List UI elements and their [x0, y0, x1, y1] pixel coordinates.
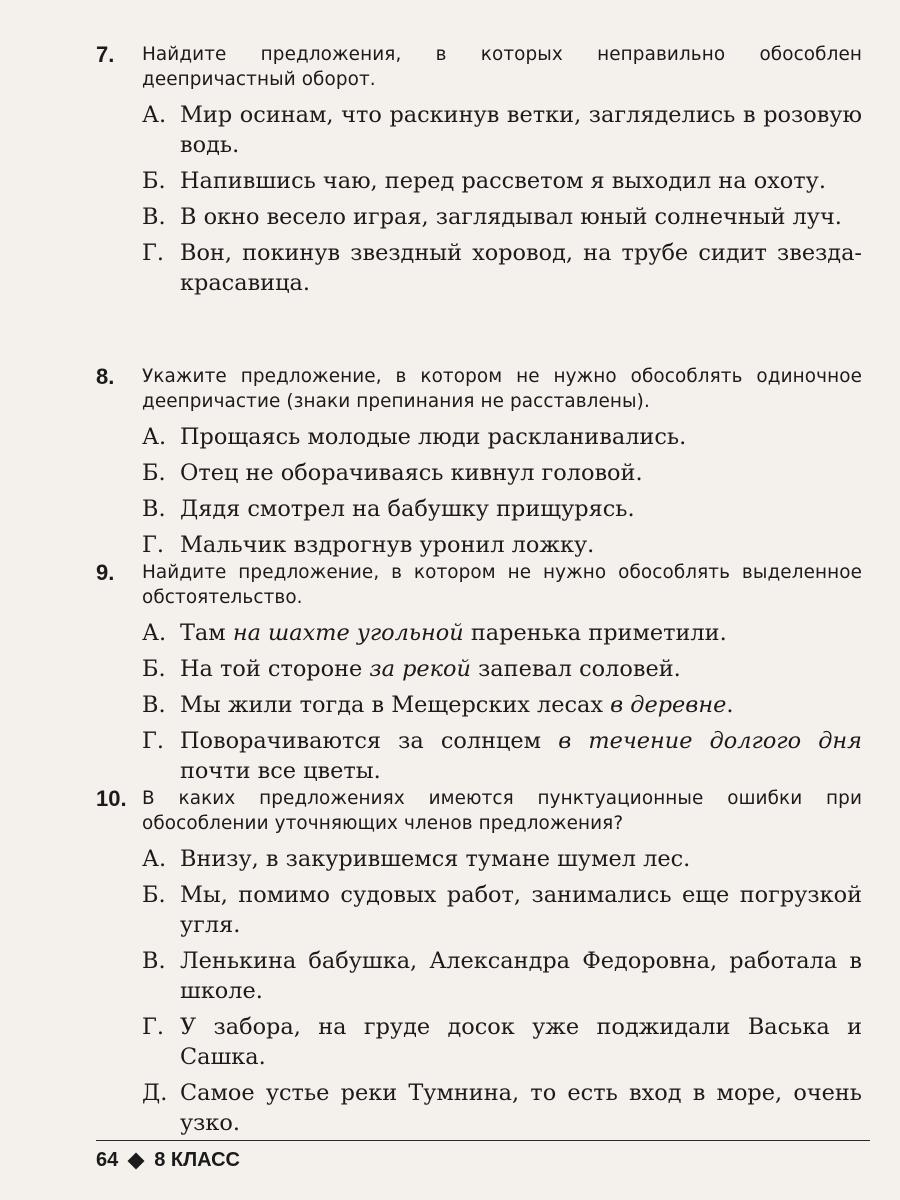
option-text: На той стороне	[180, 656, 370, 682]
question-number: 8.	[96, 364, 115, 389]
answer-option	[142, 166, 862, 196]
answer-options	[142, 844, 862, 1138]
answer-option	[142, 690, 862, 720]
question-9	[96, 560, 862, 792]
answer-option	[142, 726, 862, 786]
option-letter: В.	[142, 204, 166, 230]
option-letter: А.	[142, 102, 167, 128]
highlighted-phrase: в деревне	[610, 692, 727, 718]
option-text: Внизу, в закурившемся тумане шумел лес.	[180, 846, 691, 872]
answer-option	[142, 1078, 862, 1138]
answer-options	[142, 422, 862, 560]
answer-options	[142, 618, 862, 786]
answer-option	[142, 654, 862, 684]
option-letter: В.	[142, 948, 166, 974]
question-text: В каких предложениях имеются пунктуационные ошибки при обособлении уточняющих членов предложения?	[142, 788, 862, 834]
option-text: Поворачиваются за солнцем	[180, 728, 559, 754]
diamond-icon	[128, 1152, 145, 1169]
option-text: У забора, на груде досок уже поджидали Васька и Сашка.	[180, 1014, 862, 1070]
answer-option	[142, 1012, 862, 1072]
answer-option	[142, 238, 862, 298]
option-letter: А.	[142, 620, 167, 646]
page-number: 64	[96, 1149, 119, 1171]
option-text: Дядя смотрел на бабушку прищурясь.	[180, 496, 635, 522]
option-text: Ленькина бабушка, Александра Федоровна, работала в школе.	[180, 948, 862, 1004]
answer-option	[142, 422, 862, 452]
option-letter: Д.	[142, 1080, 168, 1106]
option-letter: В.	[142, 692, 166, 718]
option-letter: Б.	[142, 168, 166, 194]
option-text: Мы жили тогда в Мещерских лесах	[180, 692, 611, 718]
answer-option	[142, 880, 862, 940]
option-text: запевал соловей.	[470, 656, 681, 682]
answer-option	[142, 202, 862, 232]
question-8	[96, 364, 862, 566]
highlighted-phrase: за рекой	[369, 656, 471, 682]
option-letter: В.	[142, 496, 166, 522]
option-text: Прощаясь молодые люди раскланивались.	[180, 424, 687, 450]
option-letter: Г.	[142, 728, 164, 754]
highlighted-phrase: в течение долгого дня	[558, 728, 862, 754]
option-text: почти все цветы.	[180, 758, 381, 784]
answer-options	[142, 100, 862, 298]
question-number: 9.	[96, 560, 115, 585]
answer-option	[142, 100, 862, 160]
option-text: Там	[180, 620, 233, 646]
question-10	[96, 786, 862, 1144]
question-text: Укажите предложение, в котором не нужно обособлять одиночное деепричастие (знаки препинания не расставлены).	[142, 366, 862, 412]
option-text: В окно весело играя, заглядывал юный солнечный луч.	[180, 204, 842, 230]
option-text: Отец не оборачиваясь кивнул головой.	[180, 460, 643, 486]
answer-option	[142, 618, 862, 648]
answer-option	[142, 494, 862, 524]
option-letter: А.	[142, 424, 167, 450]
option-text: Вон, покинув звездный хоровод, на трубе сидит звезда-красавица.	[180, 240, 862, 296]
option-text: Мальчик вздрогнув уронил ложку.	[180, 532, 595, 558]
answer-option	[142, 946, 862, 1006]
option-letter: Б.	[142, 656, 166, 682]
question-7	[96, 42, 862, 304]
answer-option	[142, 458, 862, 488]
option-text: .	[726, 692, 734, 718]
option-letter: Г.	[142, 240, 164, 266]
option-text: Самое устье реки Тумнина, то есть вход в море, очень узко.	[180, 1080, 862, 1136]
option-letter: Б.	[142, 460, 166, 486]
option-letter: Б.	[142, 882, 166, 908]
option-text: Мир осинам, что раскинув ветки, загляделись в розовую водь.	[180, 102, 862, 158]
question-number: 10.	[96, 786, 127, 811]
question-number: 7.	[96, 42, 115, 67]
question-text: Найдите предложение, в котором не нужно обособлять выделенное обстоятельство.	[142, 562, 862, 608]
option-text: паренька приметили.	[463, 620, 727, 646]
question-text: Найдите предложения, в которых неправильно обособлен деепричастный оборот.	[142, 44, 862, 90]
answer-option	[142, 844, 862, 874]
page-footer	[96, 1140, 870, 1172]
grade-label: 8 КЛАСС	[154, 1149, 241, 1171]
option-text: Напившись чаю, перед рассветом я выходил на охоту.	[180, 168, 826, 194]
highlighted-phrase: на шахте угольной	[232, 620, 464, 646]
option-text: Мы, помимо судовых работ, занимались еще погрузкой угля.	[180, 882, 862, 938]
option-letter: Г.	[142, 1014, 164, 1040]
option-letter: Г.	[142, 532, 164, 558]
answer-option	[142, 530, 862, 560]
option-letter: А.	[142, 846, 167, 872]
